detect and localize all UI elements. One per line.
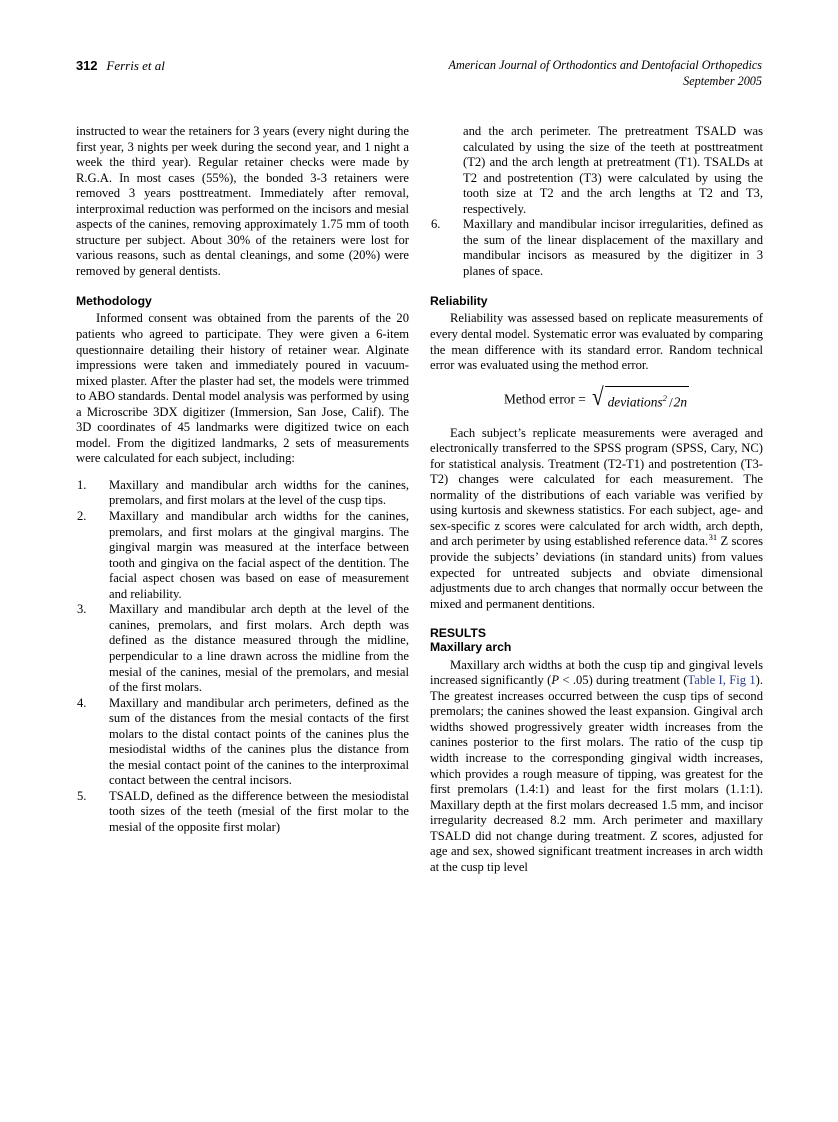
heading-results: RESULTS bbox=[430, 626, 486, 641]
list-item-text: Maxillary and mandibular incisor irregularities, defined as the sum of the linear displacement of the maxillary and mandibular incisors as measured by the digitizer in 3 planes of space. bbox=[463, 217, 763, 278]
list-item-number: 6. bbox=[431, 217, 441, 232]
square-root-icon: √ bbox=[591, 383, 604, 411]
measurement-list bbox=[76, 478, 409, 836]
page-number: 312 bbox=[76, 58, 98, 73]
heading-reliability: Reliability bbox=[430, 293, 488, 308]
list-item-number: 2. bbox=[77, 509, 87, 524]
paragraph-methodology: Informed consent was obtained from the parents of the 20 patients who agreed to participate. They were given a 6-item questionnaire detailing their history of retainer wear. Alginate impressions were taken and immediately poured in vacuum-mixed plaster. After the plaster had set, the models were trimmed to ABO standards. Dental model analysis was performed by using a Microscribe 3DX digitizer (Immersion, San Jose, Calif). The 3D coordinates of 45 landmarks were digitized twice on each model. From the digitized landmarks, 2 sets of measurements were calculated for each subject, including: bbox=[76, 311, 409, 466]
list-item-text: Maxillary and mandibular arch depth at the level of the canines, premolars, and first molars. Arch depth was defined as the distance measured through the midline, perpendicular to a line drawn across the midline from the mesial of the canines, mesial of the premolars, and mesial of the first molars. bbox=[109, 602, 409, 695]
paragraph-maxillary-part2: < .05) during treatment ( bbox=[559, 673, 688, 688]
reference-superscript: 31 bbox=[708, 532, 718, 543]
formula-exponent: 2 bbox=[662, 393, 667, 404]
formula-radicand-text: deviations bbox=[607, 394, 663, 410]
list-item-text: and the arch perimeter. The pretreatment TSALD was calculated by using the size of the teeth at posttreatment (T2) and the arch length at pretreatment (T1). TSALDs at T2 and postretention (T3) were calculated by using the tooth size at T2 and the arch lengths at T2 and T3, respectively. bbox=[463, 124, 763, 216]
paragraph-continued: instructed to wear the retainers for 3 years (every night during the first year, 3 nights per week during the second year, and 1 night a week the third year). Regular retainer checks were made by R.G.A. In most cases (55%), the bonded 3-3 retainers were removed 3 years posttreatment. Immediately after removal, interproximal reduction was performed on the incisors and mesial aspects of the canines, removing approximately 1.75 mm of tooth structure per subject. About 30% of the retainers were lost for various reasons, such as dental cleanings, and some (20%) were removed by general dentists. bbox=[76, 124, 409, 278]
list-item-number: 3. bbox=[77, 602, 87, 617]
list-item-number: 4. bbox=[77, 695, 87, 710]
list-item-number: 5. bbox=[77, 788, 87, 803]
formula-denominator: 2n bbox=[673, 394, 688, 410]
paragraph-maxillary-arch bbox=[430, 658, 763, 876]
list-item-text: TSALD, defined as the difference between the mesiodistal tooth sizes of the teeth (mesial of the first molar to the mesial of the opposite first molar) bbox=[109, 788, 409, 834]
paragraph-statistics-part1: Each subject’s replicate measurements were averaged and electronically transferred to the SPSS program (SPSS, Cary, NC) for statistical analysis. Treatment (T2-T1) and postretention (T3-T2) changes were calculated for each measurement. The normality of the distributions of each variable was verified by using kurtosis and skewness statistics. For each subject, age- and sex-specific z scores were calculated for arch width, arch depth, and arch perimeter by using established reference data. bbox=[430, 425, 763, 549]
measurement-list-continued bbox=[430, 124, 763, 279]
formula-left-side: Method error = bbox=[503, 391, 586, 407]
list-item-continuation bbox=[430, 124, 763, 217]
issue-date: September 2005 bbox=[683, 73, 762, 88]
paragraph-statistics bbox=[430, 426, 763, 613]
running-head-right bbox=[449, 58, 762, 89]
running-head-authors: Ferris et al bbox=[106, 58, 165, 73]
formula-radicand bbox=[605, 386, 689, 413]
paragraph-reliability: Reliability was assessed based on replicate measurements of every dental model. Systematic error was evaluated by comparing the mean difference with its standard error. Random technical error was evaluated using the method error. bbox=[430, 311, 763, 373]
list-item-text: Maxillary and mandibular arch widths for the canines, premolars, and first molars at the level of the cusp tips. bbox=[109, 477, 409, 508]
running-head-left bbox=[76, 58, 165, 74]
list-item bbox=[76, 789, 409, 836]
list-item bbox=[76, 696, 409, 789]
list-item-text: Maxillary and mandibular arch widths for the canines, premolars, and first molars at the gingival margins. The gingival margin was measured at the interface between tooth and gingiva on the facial aspect of the dentition. The facial aspect chosen was based on ease of measurement and reliability. bbox=[109, 509, 409, 601]
method-error-formula bbox=[430, 383, 763, 414]
list-item-number: 1. bbox=[77, 477, 87, 492]
paragraph-maxillary-part1: Maxillary arch widths at both the cusp tip and gingival levels increased significantly ( bbox=[430, 657, 763, 688]
list-item bbox=[76, 478, 409, 509]
list-item-text: Maxillary and mandibular arch perimeters, defined as the sum of the distances from the mesial contacts of the first molars to the distal contact points of the canines plus the mesiodistal widths of the canines plus the distance from the mesial contact point of the canines to the interproximal contact between the central incisors. bbox=[109, 695, 409, 788]
paragraph-maxillary-part3: ). The greatest increases occurred between the cusp tips of second premolars; the canines showed the least expansion. Gingival arch widths showed progressively greater width increases from the canines posterior to the first molars. The ratio of the cusp tip width increase to the corresponding gingival width increases, which provides a rough measure of tipping, was greatest for the first premolars (1.4:1) and least for the first molars (1.1:1). Maxillary depth at the first molars decreased 1.5 mm, and incisor irregularity decreased 8.2 mm. Arch perimeter and maxillary TSALD did not change during treatment. Z scores, adjusted for age and sex, showed significant treatment increases in arch width at the cusp tip level bbox=[430, 673, 763, 874]
running-head bbox=[76, 58, 762, 89]
list-item bbox=[76, 509, 409, 602]
left-column bbox=[76, 124, 409, 836]
table-figure-crossref-link[interactable]: Table I, Fig 1 bbox=[687, 673, 756, 688]
heading-methodology: Methodology bbox=[76, 293, 152, 308]
journal-title: American Journal of Orthodontics and Dentofacial Orthopedics bbox=[448, 58, 762, 72]
p-value-symbol: P bbox=[551, 673, 560, 688]
list-item bbox=[76, 602, 409, 695]
paragraph-statistics-part2: Z scores provide the subjects’ deviations (in standard units) from values expected for untreated subjects and obviate dimensional adjustments due to arch changes that normally occur between the mixed and permanent dentitions. bbox=[430, 534, 763, 611]
list-item bbox=[430, 217, 763, 279]
radical-sign-group bbox=[591, 383, 689, 414]
right-column bbox=[430, 124, 763, 875]
heading-maxillary-arch: Maxillary arch bbox=[430, 640, 512, 655]
formula-divider: / bbox=[668, 394, 673, 410]
